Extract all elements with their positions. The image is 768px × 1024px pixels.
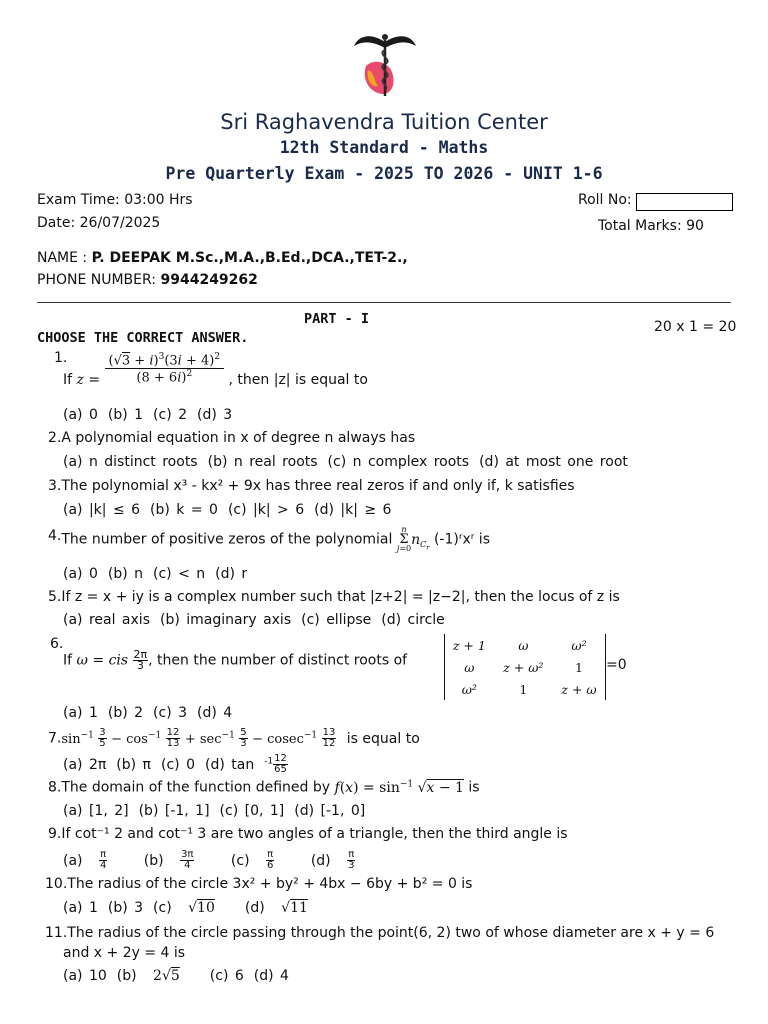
- part-marks: 20 x 1 = 20: [654, 319, 737, 335]
- q2-options: [63, 454, 638, 470]
- option-b[interactable]: (b) 2: [107, 705, 144, 721]
- option-c[interactable]: (c) 2: [153, 407, 188, 423]
- name-line: [37, 250, 408, 266]
- part-title: PART - I: [304, 311, 370, 327]
- q11-options: [63, 968, 299, 984]
- option-b[interactable]: (b) [-1, 1]: [138, 803, 210, 819]
- option-a[interactable]: (a) 0: [63, 566, 98, 582]
- option-c[interactable]: (c) √10: [153, 900, 215, 916]
- q6: If ω = cis $\frac{2\pi}{3}$ , then the number of distinct roots of: [63, 648, 408, 672]
- option-a[interactable]: (a) 1: [63, 705, 98, 721]
- q3-options: [63, 502, 401, 518]
- option-d[interactable]: (d) circle: [381, 612, 445, 628]
- option-a[interactable]: (a) [1, 2]: [63, 803, 129, 819]
- q1-options: [63, 407, 242, 423]
- q1-number: 1.: [54, 350, 68, 366]
- q10-options: [63, 900, 338, 916]
- option-b[interactable]: (b) n real roots: [207, 454, 318, 470]
- instruction: CHOOSE THE CORRECT ANSWER.: [37, 330, 249, 346]
- option-b[interactable]: (b) imaginary axis: [159, 612, 292, 628]
- q11-line2: and x + 2y = 4 is: [63, 945, 186, 961]
- q6-equals: =0: [606, 657, 627, 673]
- option-a[interactable]: (a) n distinct roots: [63, 454, 198, 470]
- option-c[interactable]: (c) ellipse: [301, 612, 372, 628]
- option-a[interactable]: (a) |k| ≤ 6: [63, 502, 141, 518]
- q11-line1: 11.The radius of the circle passing through the point(6, 2) two of whose diameter are x + y = 6: [45, 925, 715, 941]
- option-d[interactable]: (d) 4: [253, 968, 289, 984]
- exam-date: Date: 26/07/2025: [37, 215, 161, 231]
- option-b[interactable]: (b) n: [107, 566, 144, 582]
- q7-options: [63, 754, 318, 775]
- option-c[interactable]: (c) < n: [153, 566, 206, 582]
- q7: $7.\sin^{-1}$ $\frac{3}{5}$ − $\cos^{-1}$ $\frac{12}{13}$ + $\sec^{-1}$ $\frac{5}{3}$ − cosec$^{-1}$ $\frac{13}{12}$ is equal to: [48, 727, 420, 749]
- option-c[interactable]: (c) [0, 1]: [219, 803, 285, 819]
- option-d[interactable]: (d) at most one root: [479, 454, 628, 470]
- option-b[interactable]: (b) 3: [107, 900, 144, 916]
- q8-options: [63, 803, 375, 819]
- option-a[interactable]: (a) $\frac{\pi}{4}$: [63, 849, 107, 871]
- name-value: P. DEEPAK M.Sc.,M.A.,B.Ed.,DCA.,TET-2.,: [91, 250, 408, 266]
- q10: 10.The radius of the circle 3x² + by² + 4bx − 6by + b² = 0 is: [45, 876, 473, 892]
- option-c[interactable]: (c) 6: [209, 968, 244, 984]
- phone-line: [37, 272, 258, 288]
- exam-title: Pre Quarterly Exam - 2025 TO 2026 - UNIT 1-6: [165, 164, 603, 183]
- q9: 9.If cot⁻¹ 2 and cot⁻¹ 3 are two angles of a triangle, then the third angle is: [48, 826, 568, 842]
- divider: [37, 302, 731, 303]
- q4-options: [63, 566, 257, 582]
- logo-emblem: [352, 26, 418, 98]
- option-d[interactable]: (d) |k| ≥ 6: [314, 502, 392, 518]
- option-b[interactable]: (b) k = 0: [150, 502, 218, 518]
- option-d[interactable]: (d) √11: [244, 900, 308, 916]
- q8: 8.The domain of the function defined by $f(x) = \sin^{-1} √x - 1$ is: [48, 779, 480, 796]
- institute-title: Sri Raghavendra Tuition Center: [220, 110, 548, 134]
- option-c[interactable]: (c) n complex roots: [327, 454, 470, 470]
- q4: 4.The number of positive zeros of the polynomial n Σ j=0 $n_{C_r}$ (-1)ʳxʳ is: [48, 525, 490, 553]
- option-d[interactable]: (d) 4: [197, 705, 233, 721]
- option-c[interactable]: (c) $\frac{\pi}{6}$: [230, 849, 274, 871]
- q5-options: [63, 612, 455, 628]
- total-marks: Total Marks: 90: [598, 218, 704, 234]
- option-a[interactable]: (a) 0: [63, 407, 98, 423]
- option-d[interactable]: (d) $\frac{\pi}{3}$: [310, 849, 355, 871]
- option-b[interactable]: (b) 1: [107, 407, 144, 423]
- q5: 5.If z = x + iy is a complex number such that |z+2| = |z−2|, then the locus of z is: [48, 589, 620, 605]
- option-c[interactable]: (c) 0: [161, 756, 195, 773]
- option-b[interactable]: (b) π: [116, 756, 151, 773]
- option-a[interactable]: (a) 10: [63, 968, 107, 984]
- option-c[interactable]: (c) 3: [153, 705, 188, 721]
- option-a[interactable]: (a) 2π: [63, 756, 107, 773]
- option-d[interactable]: (d) [-1, 0]: [294, 803, 366, 819]
- phone-value: 9944249262: [160, 272, 258, 288]
- q6-number: 6.: [50, 636, 64, 652]
- q2: 2.A polynomial equation in x of degree n always has: [48, 430, 416, 446]
- q6-options: [63, 705, 242, 721]
- roll-no-label: Roll No:: [578, 192, 632, 208]
- q3: 3.The polynomial x³ - kx² + 9x has three real zeros if and only if, k satisfies: [48, 478, 575, 494]
- option-a[interactable]: (a) 1: [63, 900, 98, 916]
- name-label: NAME :: [37, 250, 92, 266]
- option-a[interactable]: (a) real axis: [63, 612, 150, 628]
- option-d[interactable]: (d) 3: [197, 407, 233, 423]
- roll-no-field[interactable]: [636, 193, 733, 211]
- q6-determinant: z + 1 ω ω² ω z + ω² 1 ω² 1 z + ω: [444, 634, 606, 700]
- option-c[interactable]: (c) |k| > 6: [227, 502, 305, 518]
- option-b[interactable]: (b) 2√5: [116, 968, 180, 984]
- phone-label: PHONE NUMBER:: [37, 272, 161, 288]
- standard-subtitle: 12th Standard - Maths: [279, 138, 489, 157]
- q1: If z = $\frac{(√3 + i)^3(3i + 4)^2}{(8 + 6i)^2}$ , then |z| is equal to: [63, 352, 368, 388]
- option-d[interactable]: (d) tan $^{-1}$ $\frac{12}{65}$: [204, 753, 287, 775]
- option-d[interactable]: (d) r: [215, 566, 248, 582]
- option-b[interactable]: (b) $\frac{3\pi}{4}$: [143, 849, 194, 871]
- exam-time: Exam Time: 03:00 Hrs: [37, 192, 193, 208]
- q9-options: [63, 850, 385, 871]
